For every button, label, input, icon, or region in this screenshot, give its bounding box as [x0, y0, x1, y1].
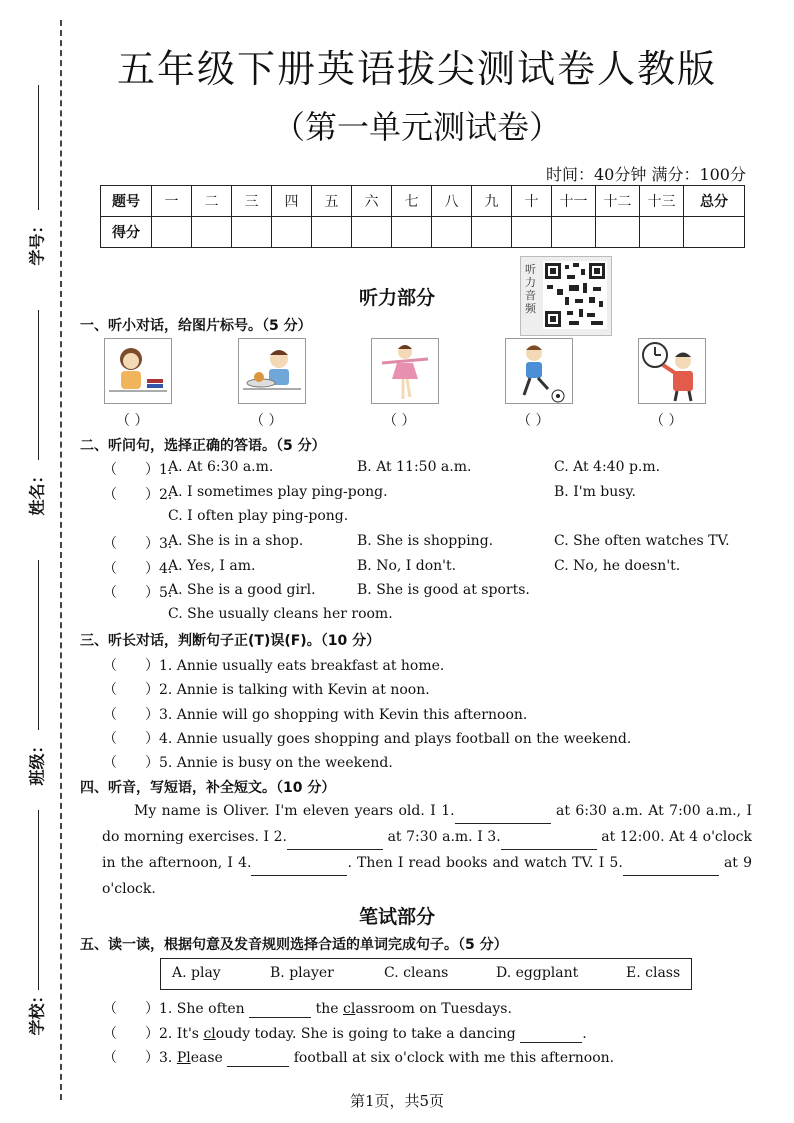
q2-option-b[interactable]: B. She is shopping.: [357, 533, 494, 549]
q2-item-number: ）2.: [145, 487, 173, 503]
score-cell[interactable]: [472, 217, 512, 248]
answer-paren-open[interactable]: （: [103, 658, 117, 674]
answer-paren-open[interactable]: （: [103, 585, 117, 601]
word-option[interactable]: A. play: [172, 965, 221, 981]
answer-paren-open[interactable]: （: [103, 1050, 117, 1066]
q5-text: ）2. It's: [145, 1026, 204, 1042]
score-header-cell: 十一: [552, 186, 596, 217]
answer-paren-open[interactable]: （: [103, 462, 117, 478]
score-header-cell: 五: [312, 186, 352, 217]
q3-statement: ）3. Annie will go shopping with Kevin this afternoon.: [145, 707, 528, 723]
word-option[interactable]: C. cleans: [384, 965, 449, 981]
q5-text: ease: [190, 1050, 223, 1066]
q4-text: at 12:00. At 4 o'clock in the afternoon, I 4.: [102, 829, 753, 871]
word-option[interactable]: D. eggplant: [496, 965, 579, 981]
answer-paren[interactable]: （ ）: [250, 413, 283, 429]
answer-paren-open[interactable]: （: [103, 487, 117, 503]
answer-paren[interactable]: （ ）: [650, 413, 683, 429]
school-label: 学校：: [27, 987, 47, 1036]
q4-text: at 6:30 a.m. At 7:00 a.m., I do morning exercises. I 2.: [102, 803, 752, 845]
boy-eating-icon: [238, 338, 306, 404]
q4-text: at 9 o'clock.: [102, 855, 752, 897]
q3-statement: ）1. Annie usually eats breakfast at home.: [145, 658, 445, 674]
q2-option-a[interactable]: A. She is a good girl.: [168, 582, 316, 598]
student-no-label: 学号：: [27, 217, 47, 266]
q2-title: 二、听问句，选择正确的答语。（5 分）: [80, 438, 326, 454]
q5-phonics-underline: Pl: [176, 1050, 191, 1066]
q5-phonics-underline: cl: [203, 1026, 216, 1042]
fill-blank[interactable]: [623, 875, 719, 876]
q5-text: the: [315, 1001, 343, 1017]
qr-label: 听力音频: [525, 263, 536, 315]
q3-statement: ）5. Annie is busy on the weekend.: [145, 755, 393, 771]
q5-text: football at six o'clock with me this afternoon.: [293, 1050, 615, 1066]
q3-statement: ）4. Annie usually goes shopping and plays football on the weekend.: [145, 731, 632, 747]
q2-option-a[interactable]: A. Yes, I am.: [168, 558, 256, 574]
score-cell[interactable]: [232, 217, 272, 248]
q5-title: 五、读一读，根据句意及发音规则选择合适的单词完成句子。（5 分）: [80, 937, 508, 953]
q4-text: at 7:30 a.m. I 3.: [383, 829, 501, 845]
answer-paren-open[interactable]: （: [103, 707, 117, 723]
time-info: 时间：40分钟 满分：100分: [546, 165, 746, 184]
score-cell[interactable]: [192, 217, 232, 248]
score-cell[interactable]: [152, 217, 192, 248]
score-header-cell: 十: [512, 186, 552, 217]
answer-paren-open[interactable]: （: [103, 1001, 117, 1017]
answer-paren-open[interactable]: （: [103, 682, 117, 698]
q2-item-number: ）1.: [145, 462, 173, 478]
q2-item-number: ）5.: [145, 585, 173, 601]
binding-dashed-line: [60, 20, 62, 1100]
score-row: [101, 217, 745, 248]
boy-reading-icon: [104, 338, 172, 404]
score-cell[interactable]: [552, 217, 596, 248]
q2-option-c[interactable]: C. I often play ping-pong.: [168, 508, 349, 524]
writing-heading: 笔试部分: [358, 906, 435, 928]
answer-paren-open[interactable]: （: [103, 755, 117, 771]
fill-blank[interactable]: [455, 823, 551, 824]
word-option[interactable]: B. player: [270, 965, 334, 981]
q3-statement: ）2. Annie is talking with Kevin at noon.: [145, 682, 430, 698]
score-header-row: [101, 186, 745, 217]
score-header-cell: 十二: [596, 186, 640, 217]
q4-text: My name is Oliver. I'm eleven years old. I 1.: [134, 803, 455, 819]
score-header-cell: 九: [472, 186, 512, 217]
q5-text: oudy today. She is going to take a dancing: [215, 1026, 516, 1042]
answer-paren-open[interactable]: （: [103, 1026, 117, 1042]
score-cell[interactable]: [392, 217, 432, 248]
q2-item-number: ）4.: [145, 561, 173, 577]
answer-paren-open[interactable]: （: [103, 561, 117, 577]
name-line: [38, 310, 39, 460]
answer-paren[interactable]: （ ）: [517, 413, 550, 429]
score-cell[interactable]: [640, 217, 684, 248]
q2-option-b[interactable]: B. At 11:50 a.m.: [357, 459, 472, 475]
answer-paren-open[interactable]: （: [103, 731, 117, 747]
man-clock-icon: [638, 338, 706, 404]
q5-sentence: [145, 998, 512, 1018]
score-header-cell: 六: [352, 186, 392, 217]
listening-heading: 听力部分: [358, 287, 435, 309]
score-header-cell: 十三: [640, 186, 684, 217]
q5-sentence: [145, 1023, 587, 1043]
score-header-cell: 八: [432, 186, 472, 217]
q3-title: 三、听长对话，判断句子正(T)误(F)。（10 分）: [80, 633, 381, 649]
answer-paren[interactable]: （ ）: [383, 413, 416, 429]
score-cell[interactable]: [272, 217, 312, 248]
score-header-cell: 四: [272, 186, 312, 217]
score-cell[interactable]: [432, 217, 472, 248]
q4-passage: [102, 798, 752, 902]
answer-paren[interactable]: （ ）: [116, 413, 149, 429]
score-cell[interactable]: [312, 217, 352, 248]
score-row-label: 得分: [101, 217, 152, 248]
q5-text: ）1. She often: [145, 1001, 245, 1017]
q2-option-b[interactable]: B. No, I don't.: [357, 558, 457, 574]
score-cell[interactable]: [352, 217, 392, 248]
fill-blank[interactable]: [227, 1066, 289, 1067]
word-options-box: [160, 958, 692, 990]
qr-code-icon[interactable]: [520, 256, 612, 336]
q2-option-c[interactable]: C. At 4:40 p.m.: [554, 459, 661, 475]
score-table: [100, 185, 745, 248]
score-header-cell: 一: [152, 186, 192, 217]
q2-option-c[interactable]: C. She often watches TV.: [554, 533, 730, 549]
page-footer: 第1页，共5页: [349, 1092, 445, 1110]
q2-option-b[interactable]: B. She is good at sports.: [357, 582, 530, 598]
answer-paren-open[interactable]: （: [103, 536, 117, 552]
word-option[interactable]: E. class: [626, 965, 681, 981]
score-cell[interactable]: [596, 217, 640, 248]
page-title: 五年级下册英语拔尖测试卷人教版: [116, 47, 717, 91]
score-header-cell: 题号: [101, 186, 152, 217]
q5-text: ）3.: [145, 1050, 177, 1066]
page-subtitle: （第一单元测试卷）: [272, 108, 561, 146]
q5-phonics-underline: cl: [343, 1001, 356, 1017]
school-line: [38, 810, 39, 990]
fill-blank[interactable]: [501, 849, 597, 850]
fill-blank[interactable]: [287, 849, 383, 850]
q5-text: assroom on Tuesdays.: [355, 1001, 512, 1017]
q4-text: . Then I read books and watch TV. I 5.: [347, 855, 623, 871]
name-label: 姓名：: [27, 467, 47, 516]
q2-option-b[interactable]: B. I'm busy.: [554, 484, 636, 500]
q5-text: .: [582, 1026, 587, 1042]
q2-option-c[interactable]: C. No, he doesn't.: [554, 558, 681, 574]
q2-option-c[interactable]: C. She usually cleans her room.: [168, 606, 393, 622]
fill-blank[interactable]: [520, 1042, 582, 1043]
fill-blank[interactable]: [249, 1017, 311, 1018]
q2-option-a[interactable]: A. At 6:30 a.m.: [168, 459, 274, 475]
q2-option-a[interactable]: A. I sometimes play ping-pong.: [168, 484, 388, 500]
score-header-cell: 七: [392, 186, 432, 217]
fill-blank[interactable]: [251, 875, 347, 876]
student-no-line: [38, 85, 39, 210]
q5-sentence: [145, 1047, 614, 1067]
q2-option-a[interactable]: A. She is in a shop.: [168, 533, 304, 549]
class-line: [38, 560, 39, 730]
qr-pattern-icon: [543, 261, 607, 329]
girl-dancing-icon: [371, 338, 439, 404]
score-cell[interactable]: [512, 217, 552, 248]
score-header-cell: 三: [232, 186, 272, 217]
score-header-cell: 二: [192, 186, 232, 217]
class-label: 班级：: [27, 737, 47, 786]
q4-title: 四、听音，写短语，补全短文。（10 分）: [80, 780, 336, 796]
boy-football-icon: [505, 338, 573, 404]
score-header-cell: 总分: [684, 186, 745, 217]
q1-title: 一、听小对话，给图片标号。（5 分）: [80, 318, 312, 334]
score-cell[interactable]: [684, 217, 745, 248]
q2-item-number: ）3.: [145, 536, 173, 552]
